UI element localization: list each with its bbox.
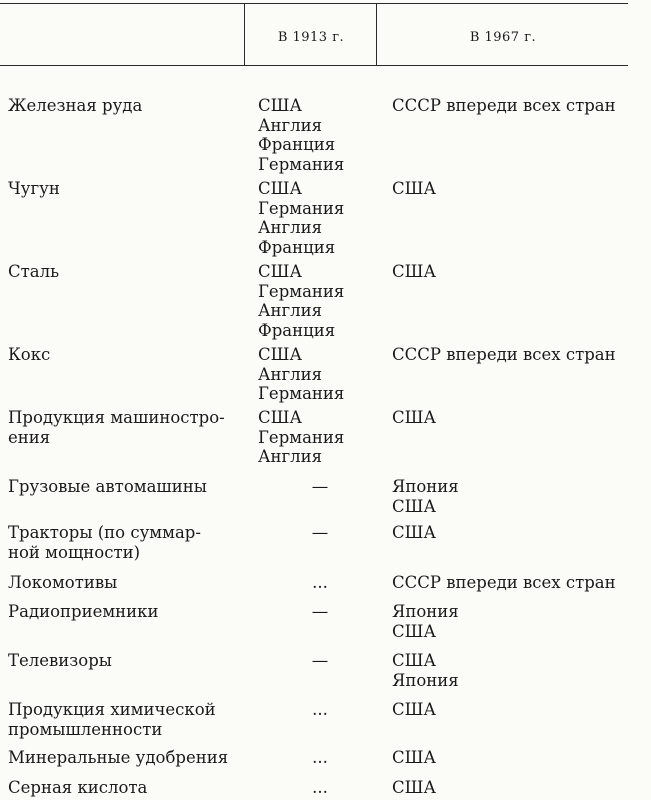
leaders-1967-cell-line: США <box>392 748 436 767</box>
leaders-1913-cell-line: Франция <box>258 237 336 257</box>
product-cell-line: Сталь <box>8 262 60 281</box>
leaders-1913-cell-line: ... <box>312 700 328 719</box>
leaders-1913-cell-line: Германия <box>258 281 345 301</box>
leaders-1967-cell-line: США <box>392 179 436 198</box>
product-cell <box>8 262 248 282</box>
product-cell-line: Грузовые автомашины <box>8 477 207 496</box>
leaders-1913-cell <box>300 477 340 497</box>
leaders-1913-cell-line: — <box>311 651 329 670</box>
leaders-1913-cell <box>300 602 340 622</box>
leaders-1967-cell <box>392 651 642 690</box>
product-cell <box>8 408 248 447</box>
product-cell-line: Железная руда <box>8 96 143 115</box>
leaders-1967-cell <box>392 748 642 768</box>
leaders-1913-cell-line: США <box>258 179 302 198</box>
product-cell-line: Кокс <box>8 345 51 364</box>
leaders-1913-cell <box>300 651 340 671</box>
product-cell <box>8 477 248 497</box>
leaders-1967-cell <box>392 573 642 593</box>
leaders-1913-cell-line: — <box>311 523 329 542</box>
leaders-1913-cell <box>258 345 368 404</box>
leaders-1913-cell-line: США <box>258 345 302 364</box>
header-1967: В 1967 г. <box>469 30 537 45</box>
leaders-1967-cell-line: СССР впереди всех стран <box>392 573 616 592</box>
column-divider-right <box>376 3 377 65</box>
product-cell <box>8 523 248 562</box>
product-cell-line: Телевизоры <box>8 651 112 670</box>
product-cell-line: ной мощности) <box>8 542 141 562</box>
leaders-1913-cell-line: Англия <box>258 364 323 384</box>
leaders-1967-cell <box>392 96 642 116</box>
leaders-1913-cell <box>258 262 368 340</box>
leaders-1967-cell <box>392 408 642 428</box>
product-cell <box>8 651 248 671</box>
leaders-1967-cell-line: Япония <box>392 602 459 621</box>
leaders-1967-cell-line: Япония <box>392 670 459 690</box>
leaders-1967-cell-line: США <box>392 778 436 797</box>
leaders-1967-cell <box>392 523 642 543</box>
product-cell-line: Чугун <box>8 179 60 198</box>
leaders-1913-cell <box>300 700 340 720</box>
leaders-1913-cell-line: ... <box>312 573 328 592</box>
product-cell <box>8 345 248 365</box>
product-cell <box>8 573 248 593</box>
leaders-1913-cell-line: Англия <box>258 218 323 237</box>
product-cell-line: Серная кислота <box>8 778 148 797</box>
leaders-1967-cell <box>392 778 642 798</box>
product-cell-line: Радиоприемники <box>8 602 159 621</box>
product-cell <box>8 96 248 116</box>
leaders-1913-cell-line: — <box>311 602 329 621</box>
header-1913: В 1913 г. <box>277 30 345 45</box>
leaders-1967-cell-line: США <box>392 408 436 427</box>
leaders-1967-cell-line: Япония <box>392 477 459 496</box>
leaders-1913-cell <box>300 748 340 768</box>
product-cell-line: промышленности <box>8 719 163 739</box>
leaders-1967-cell-line: СССР впереди всех стран <box>392 345 616 364</box>
leaders-1913-cell <box>258 96 368 174</box>
leaders-1967-cell-line: США <box>392 700 436 719</box>
leaders-1967-cell <box>392 700 642 720</box>
leaders-1913-cell-line: Германия <box>258 198 345 218</box>
product-cell <box>8 778 248 798</box>
leaders-1913-cell-line: США <box>258 96 302 115</box>
leaders-1913-cell-line: Англия <box>258 447 323 466</box>
leaders-1913-cell-line: Германия <box>258 384 345 403</box>
leaders-1913-cell <box>300 778 340 798</box>
product-cell-line: ения <box>8 427 51 447</box>
leaders-1967-cell <box>392 179 642 199</box>
leaders-1967-cell-line: США <box>392 523 436 542</box>
product-cell <box>8 602 248 622</box>
leaders-1967-cell-line: США <box>392 262 436 281</box>
leaders-1913-cell-line: Франция <box>258 135 336 154</box>
leaders-1913-cell <box>258 179 368 257</box>
leaders-1913-cell-line: Англия <box>258 301 323 320</box>
header-bottom-rule <box>0 65 628 66</box>
leaders-1967-cell <box>392 602 642 641</box>
leaders-1967-cell-line: США <box>392 651 436 670</box>
leaders-1913-cell <box>300 523 340 543</box>
leaders-1913-cell <box>258 408 368 467</box>
leaders-1967-cell-line: СССР впереди всех стран <box>392 96 616 115</box>
product-cell <box>8 748 248 768</box>
product-cell-line: Продукция химической <box>8 700 216 719</box>
leaders-1913-cell-line: Германия <box>258 427 345 447</box>
leaders-1913-cell <box>300 573 340 593</box>
leaders-1967-cell-line: США <box>392 496 436 516</box>
leaders-1913-cell-line: США <box>258 262 302 281</box>
product-cell-line: Минеральные удобрения <box>8 748 229 767</box>
leaders-1913-cell-line: — <box>311 477 329 496</box>
leaders-1967-cell <box>392 477 642 516</box>
table-top-rule <box>0 3 628 4</box>
column-divider-left <box>244 3 245 65</box>
product-cell-line: Локомотивы <box>8 573 118 592</box>
leaders-1967-cell-line: США <box>392 621 436 641</box>
product-cell-line: Продукция машиностро- <box>8 408 225 427</box>
product-cell <box>8 700 248 739</box>
leaders-1967-cell <box>392 262 642 282</box>
leaders-1913-cell-line: Франция <box>258 320 336 340</box>
leaders-1913-cell-line: ... <box>312 778 328 797</box>
leaders-1967-cell <box>392 345 642 365</box>
leaders-1913-cell-line: Англия <box>258 115 323 135</box>
leaders-1913-cell-line: Германия <box>258 154 345 174</box>
product-cell-line: Тракторы (по суммар- <box>8 523 201 542</box>
product-cell <box>8 179 248 199</box>
leaders-1913-cell-line: ... <box>312 748 328 767</box>
leaders-1913-cell-line: США <box>258 408 302 427</box>
